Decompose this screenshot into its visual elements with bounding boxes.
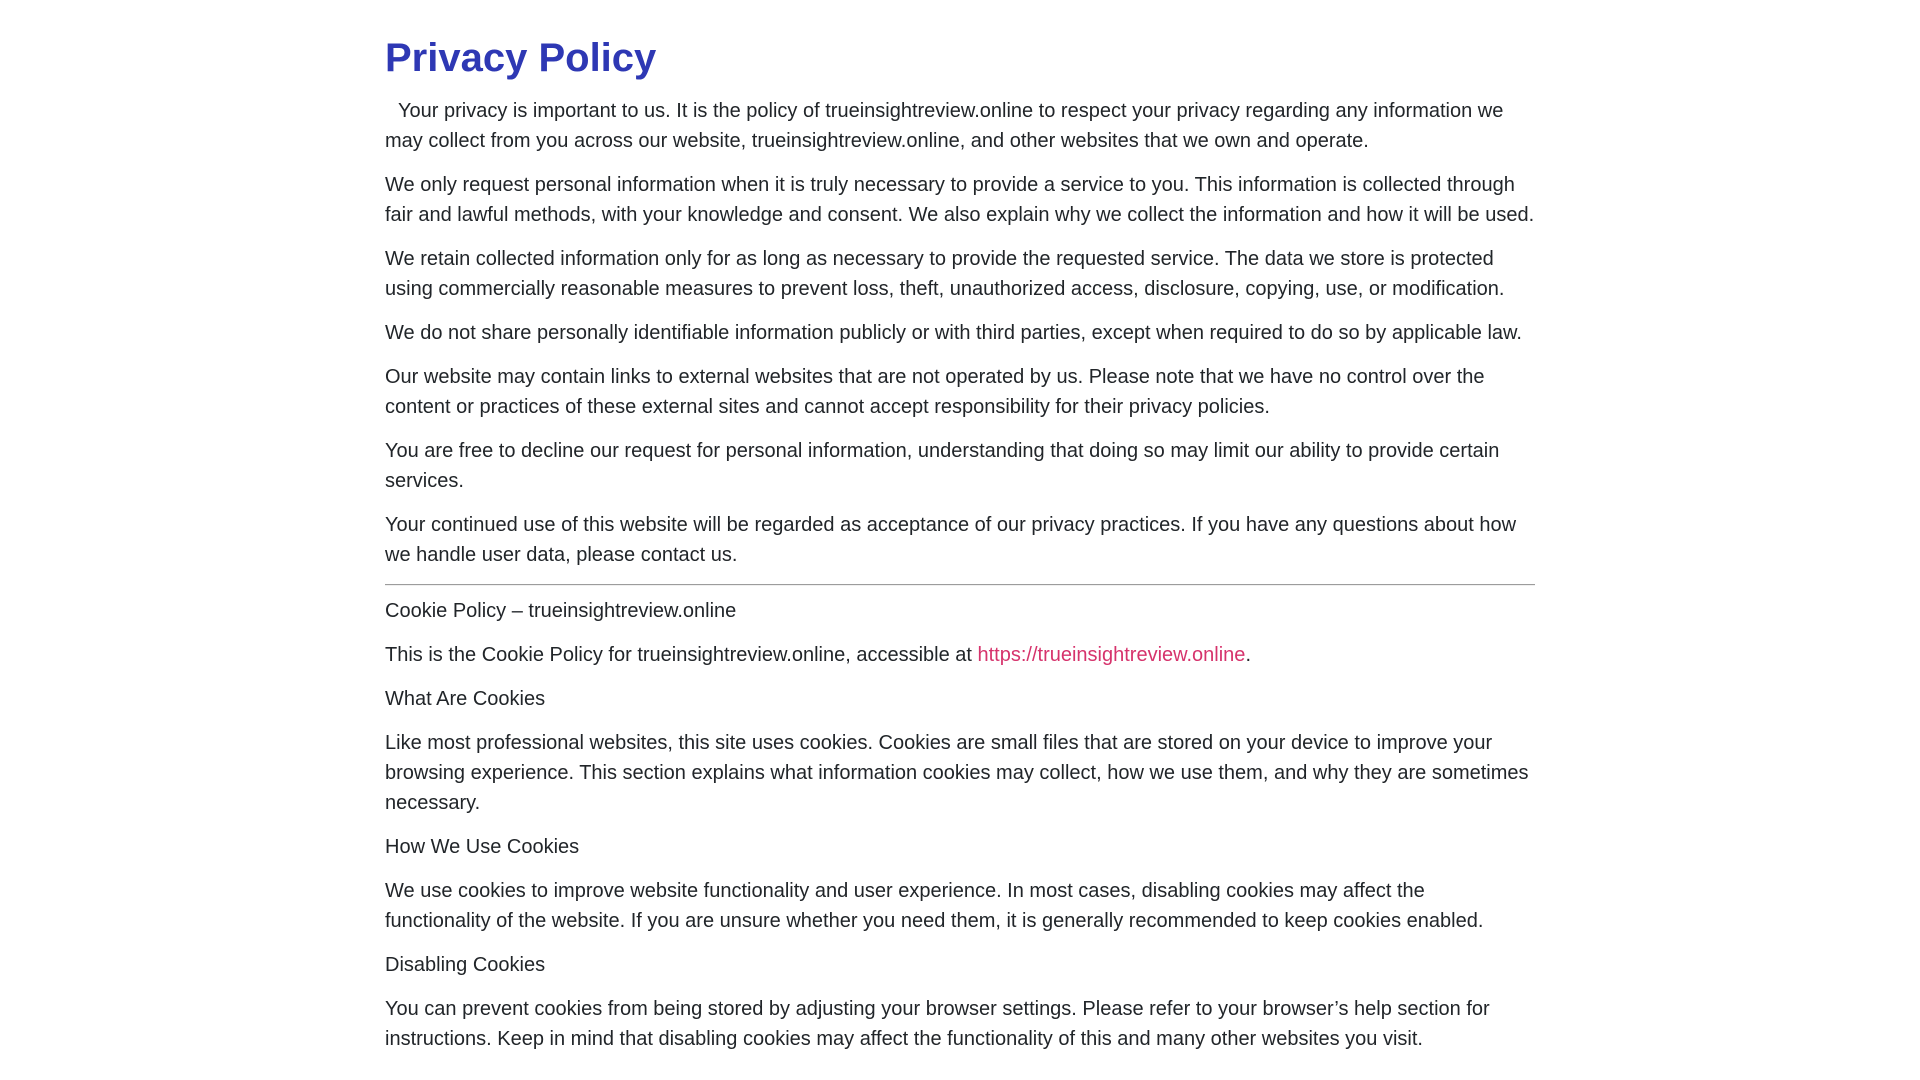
cookie-policy-link[interactable]: https://trueinsightreview.online	[977, 644, 1246, 666]
privacy-paragraph-1: Your privacy is important to us. It is the policy of trueinsightreview.online to respect your privacy regarding any information we may collect from you across our website, trueinsightreview.online, and other websites that we own and operate.	[385, 100, 1504, 152]
privacy-paragraph-6: You are free to decline our request for personal information, understanding that doing so may limit our ability to provide certain services.	[385, 440, 1500, 492]
privacy-paragraph-2: We only request personal information when it is truly necessary to provide a service to you. This information is collected through fair and lawful methods, with your knowledge and consent. We also explain why we collect the information and how it will be used.	[385, 174, 1535, 226]
privacy-policy-page	[385, 0, 1535, 1054]
subsection-body-how-we-use-cookies: We use cookies to improve website functionality and user experience. In most cases, disabling cookies may affect the functionality of the website. If you are unsure whether you need them, it is generally recommended to keep cookies enabled.	[385, 880, 1484, 932]
subsection-body-what-are-cookies: Like most professional websites, this site uses cookies. Cookies are small files that are stored on your device to improve your browsing experience. This section explains what information cookies may collect, how we use them, and why they are sometimes necessary.	[385, 732, 1529, 814]
privacy-paragraph-5: Our website may contain links to external websites that are not operated by us. Please note that we have no control over the content or practices of these external sites and cannot accept responsibility for their privacy policies.	[385, 366, 1485, 418]
subsection-body-disabling-cookies: You can prevent cookies from being stored by adjusting your browser settings. Please refer to your browser’s help section for instructions. Keep in mind that disabling cookies may affect the functionality of this and many other websites you visit.	[385, 998, 1490, 1050]
privacy-paragraph-4: We do not share personally identifiable information publicly or with third parties, except when required to do so by applicable law.	[385, 322, 1522, 344]
section-divider	[385, 584, 1535, 586]
page-title: Privacy Policy	[385, 36, 657, 80]
privacy-paragraph-7: Your continued use of this website will be regarded as acceptance of our privacy practices. If you have any questions about how we handle user data, please contact us.	[385, 514, 1517, 566]
subsection-heading-how-we-use-cookies: How We Use Cookies	[385, 836, 580, 858]
subsection-heading-what-are-cookies: What Are Cookies	[385, 688, 546, 710]
cookie-policy-intro	[385, 640, 1535, 670]
cookie-intro-text: This is the Cookie Policy for trueinsightreview.online, accessible at	[385, 644, 978, 666]
subsection-heading-disabling-cookies: Disabling Cookies	[385, 954, 546, 976]
cookie-policy-heading: Cookie Policy – trueinsightreview.online	[385, 600, 737, 622]
privacy-paragraph-3: We retain collected information only for as long as necessary to provide the requested service. The data we store is protected using commercially reasonable measures to prevent loss, theft, unauthorized access, disclosure, copying, use, or modification.	[385, 248, 1505, 300]
cookie-intro-period: .	[1245, 644, 1251, 666]
